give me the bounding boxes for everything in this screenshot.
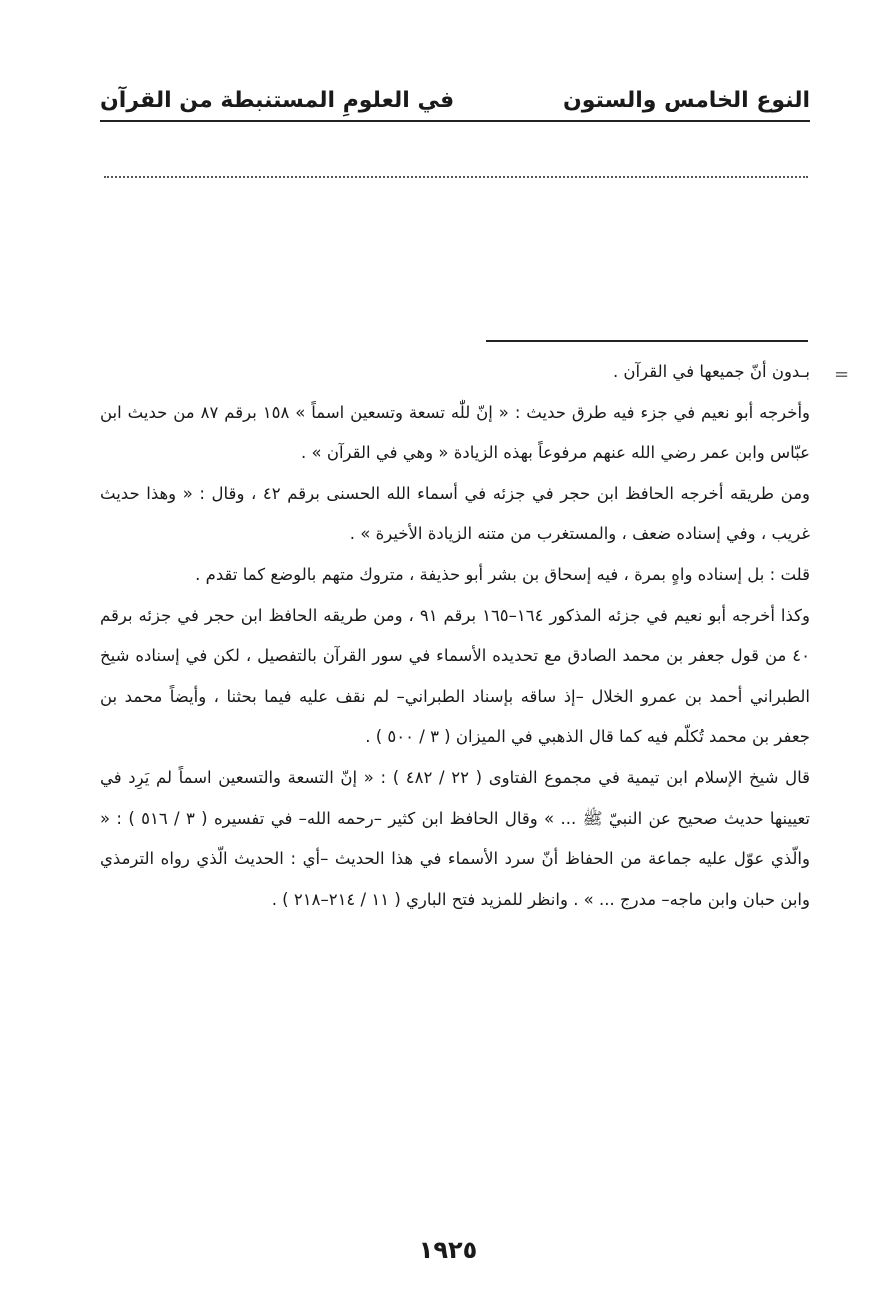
footnote-paragraph: بـدون أنّ جميعها في القرآن . — [612, 362, 810, 381]
footnote-rule — [486, 340, 808, 342]
dotted-separator — [104, 176, 808, 178]
footnote-paragraph: وكذا أخرجه أبو نعيم في جزئه المذكور ١٦٤–١٦٥ برقم ٩١ ، ومن طريقه الحافظ ابن حجر في جزئه برقم ٤٠ من قول جعفر بن محمد الصادق مع تحديده الأسماء في سور القرآن بالتفصيل ، لكن في إسناده شيخ الطبراني أحمد بن عمرو الخلال –إذ ساقه بإسناد الطبراني– لم نقف عليه فيما بحثنا ، وأيضاً محمد بن جعفر بن محمد تُكلّم فيه كما قال الذهبي في الميزان ( ٣ / ٥٠٠ ) . — [100, 605, 810, 747]
book-section-title: في العلومِ المستنبطة من القرآن — [100, 88, 455, 113]
footnote-paragraph: قال شيخ الإسلام ابن تيمية في مجموع الفتاوى ( ٢٢ / ٤٨٢ ) : « إنّ التسعة والتسعين اسماً لم يَرِد في تعيينها حديث صحيح عن النبيّ ﷺ ... » وقال الحافظ ابن كثير –رحمه الله– في تفسيره ( ٣ / ٥١٦ ) : « والّذي عوّل عليه جماعة من الحفاظ أنّ سرد الأسماء في هذا الحديث –أي : الحديث الّذي رواه الترمذي وابن حبان وابن ماجه– مدرج ... » . وانظر للمزيد فتح الباري ( ١١ / ٢١٤–٢١٨ ) . — [100, 767, 811, 909]
running-header — [100, 78, 810, 122]
chapter-title: النوع الخامس والستون — [563, 88, 810, 113]
footnote-paragraph: وأخرجه أبو نعيم في جزء فيه طرق حديث : « إنّ للّٰه تسعة وتسعين اسماً » ١٥٨ برقم ٨٧ من حديث ابن عبّاس وابن عمر رضي الله عنهم مرفوعاً بهذه الزيادة « وهي في القرآن » . — [100, 402, 810, 463]
footnote-text — [100, 352, 810, 920]
footnote-paragraph: ومن طريقه أخرجه الحافظ ابن حجر في جزئه في أسماء الله الحسنى برقم ٤٢ ، وقال : « وهذا حديث غريب ، وفي إسناده ضعف ، والمستغرب من متنه الزيادة الأخيرة » . — [100, 483, 810, 544]
footnote-paragraph: قلت : بل إسناده واهٍ بمرة ، فيه إسحاق بن بشر أبو حذيفة ، متروك متهم بالوضع كما تقدم . — [195, 564, 810, 584]
continuation-mark: = — [834, 364, 850, 385]
page-number: ١٩٢٥ — [418, 1236, 478, 1264]
